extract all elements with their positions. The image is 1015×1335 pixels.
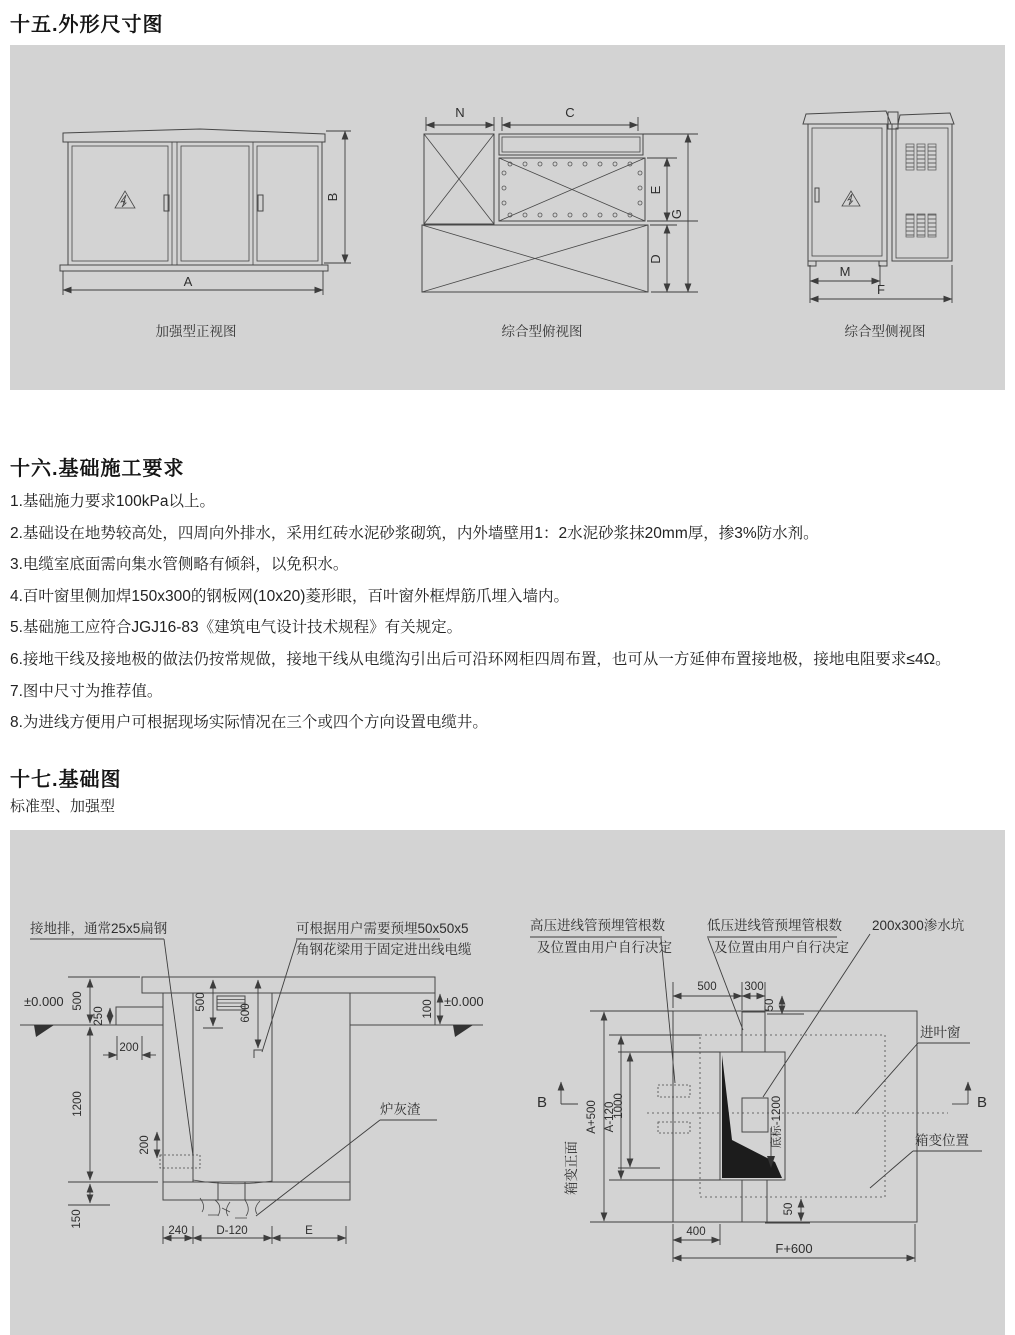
embedded-bracket bbox=[254, 1050, 262, 1058]
section-17-title: 十七.基础图 bbox=[10, 769, 122, 791]
lv-label-2: 及位置由用户自行决定 bbox=[714, 940, 849, 955]
dim-label-F: F bbox=[877, 282, 885, 297]
requirement-item: 3.电缆室底面需向集水管侧略有倾斜，以免积水。 bbox=[10, 556, 349, 574]
roof-left bbox=[803, 111, 891, 124]
foundation-figures-panel bbox=[10, 830, 1005, 1335]
caption-top-view: 综合型俯视图 bbox=[501, 324, 583, 339]
leader-line bbox=[256, 1120, 380, 1216]
dim-1200 bbox=[68, 1027, 158, 1182]
dim-label-N: N bbox=[455, 105, 465, 120]
dims-bottom-widths bbox=[163, 1225, 346, 1244]
figure-top-view bbox=[422, 105, 698, 339]
pit-label: 200x300渗水坑 bbox=[872, 918, 965, 933]
door-dividers bbox=[172, 142, 253, 265]
figure-foundation-plan bbox=[530, 917, 987, 1262]
door-handle bbox=[258, 195, 263, 211]
top-slab bbox=[142, 977, 435, 993]
foundation-drawing bbox=[10, 830, 1005, 1335]
dim-label-200: 200 bbox=[119, 1042, 139, 1054]
level-label: ±0.000 bbox=[444, 994, 484, 1009]
left-step-masonry bbox=[116, 1007, 163, 1025]
dim-50-bottom bbox=[765, 1199, 810, 1223]
ground-bar-dashed bbox=[160, 1155, 200, 1168]
level-triangle-icon bbox=[453, 1025, 473, 1037]
dim-label-50: 50 bbox=[783, 1202, 795, 1216]
dim-label-500: 500 bbox=[195, 992, 207, 1012]
leader-line bbox=[870, 1151, 913, 1188]
dim-label-200: 200 bbox=[139, 1135, 151, 1155]
requirement-item: 2.基础设在地势较高处，四周向外排水，采用红砖水泥砂浆砌筑，内外墙壁用1：2水泥砂浆抹20mm厚，掺3%防水剂。 bbox=[10, 524, 819, 542]
section-marker-label: B bbox=[537, 1094, 548, 1111]
ash-hatch bbox=[200, 1198, 260, 1218]
caption-front-view: 加强型正视图 bbox=[155, 324, 237, 339]
door-right bbox=[257, 146, 318, 261]
dim-label-B: B bbox=[325, 192, 340, 202]
dimension-figures-panel bbox=[10, 45, 1005, 390]
callout-ground-bar bbox=[30, 920, 193, 1156]
requirement-item: 7.图中尺寸为推荐值。 bbox=[10, 682, 163, 700]
leader-line bbox=[262, 940, 297, 1052]
requirement-item: 1.基础施力要求100kPa以上。 bbox=[10, 493, 215, 510]
callout-louver bbox=[855, 1024, 970, 1114]
louver-label: 进叶窗 bbox=[920, 1025, 961, 1040]
dim-label-E: E bbox=[305, 1225, 313, 1237]
dim-label-F+600: F+600 bbox=[775, 1241, 813, 1256]
dim-label-G: G bbox=[669, 208, 684, 220]
dim-N bbox=[426, 105, 494, 131]
door-middle bbox=[181, 146, 249, 261]
section-15-title: 十五.外形尺寸图 bbox=[10, 14, 164, 36]
dim-label-C: C bbox=[565, 105, 575, 120]
dim-1000 bbox=[613, 1052, 720, 1168]
cabinet-base bbox=[60, 265, 328, 271]
requirement-item: 5.基础施工应符合JGJ16-83《建筑电气设计技术规程》有关规定。 bbox=[10, 619, 463, 637]
dim-label-400: 400 bbox=[686, 1226, 706, 1238]
angle-beam-label-1: 可根据用户需要预埋50x50x5 bbox=[296, 921, 469, 936]
hv-label-2: 及位置由用户自行决定 bbox=[537, 940, 672, 955]
dim-400 bbox=[673, 1224, 720, 1262]
angle-beam-label-2: 角钢花梁用于固定进出线电缆 bbox=[296, 942, 472, 957]
caption-side-view: 综合型侧视图 bbox=[844, 324, 926, 339]
dim-200-base bbox=[139, 1132, 157, 1158]
leader-line bbox=[164, 939, 193, 1156]
dim-label-150: 150 bbox=[71, 1209, 83, 1229]
callout-box-position bbox=[870, 1132, 982, 1188]
ventilation-louvers bbox=[906, 144, 936, 237]
callout-angle-beam bbox=[262, 920, 472, 1052]
figure-foundation-section bbox=[20, 920, 484, 1244]
left-trench-wall bbox=[163, 993, 193, 1182]
requirement-item: 4.百叶窗里侧加焊150x300的钢板网(10x20)菱形眼，百叶窗外框焊筋爪埋入墙内。 bbox=[10, 587, 569, 605]
dim-label-1000: 1000 bbox=[613, 1093, 625, 1119]
section-17-subtitle: 标准型、加强型 bbox=[10, 798, 116, 815]
foot bbox=[808, 261, 816, 266]
dim-150 bbox=[68, 1184, 110, 1229]
dim-label-250: 250 bbox=[93, 1006, 105, 1026]
hv-label-1: 高压进线管预埋管根数 bbox=[530, 918, 665, 933]
sump-box bbox=[218, 1182, 245, 1200]
cabinet-body bbox=[68, 142, 322, 265]
right-trench-wall bbox=[272, 993, 350, 1182]
section-marker-label: B bbox=[977, 1094, 988, 1111]
outline-dimension-drawing bbox=[10, 45, 1005, 390]
leader-line bbox=[763, 934, 870, 1097]
high-voltage-warning-icon bbox=[115, 191, 135, 208]
roof bbox=[63, 129, 325, 142]
dim-D bbox=[648, 225, 667, 292]
gravel-base-layer bbox=[163, 1182, 350, 1200]
door-left bbox=[72, 146, 168, 261]
dim-label-500: 500 bbox=[697, 981, 717, 993]
leader-line bbox=[855, 1043, 918, 1114]
bottom-elevation-marker bbox=[767, 1096, 783, 1168]
louver-strip bbox=[499, 134, 643, 155]
dim-label-50: 50 bbox=[764, 998, 776, 1012]
dim-label-500: 500 bbox=[72, 991, 84, 1011]
dim-label-100: 100 bbox=[422, 999, 434, 1019]
section-16-title: 十六.基础施工要求 bbox=[10, 458, 185, 480]
requirement-item: 6.接地干线及接地极的做法仍按常规做，接地干线从电缆沟引出后可沿环网柜四周布置，也可从一方延伸布置接地极，接地电阻要求≤4Ω。 bbox=[10, 650, 951, 668]
section-marker-b-left bbox=[537, 1082, 578, 1111]
requirement-item: 8.为进线方便用户可根据现场实际情况在三个或四个方向设置电缆井。 bbox=[10, 714, 488, 732]
dim-200-step bbox=[103, 1036, 156, 1060]
dim-500-plan bbox=[673, 981, 742, 1010]
dim-label-600: 600 bbox=[240, 1003, 252, 1023]
dim-100 bbox=[422, 994, 440, 1024]
dim-label-D-120: D-120 bbox=[216, 1225, 248, 1237]
seepage-pit-square bbox=[742, 1098, 768, 1132]
callout-lv-pipes bbox=[707, 917, 849, 1030]
box-front-label: 箱变正面 bbox=[564, 1141, 579, 1195]
dim-label-D: D bbox=[648, 254, 663, 264]
hv-pipe-dashed bbox=[658, 1122, 690, 1133]
dim-label-300: 300 bbox=[744, 981, 764, 993]
level-triangle-icon bbox=[34, 1025, 54, 1037]
lv-label-1: 低压进线管预埋管根数 bbox=[707, 918, 842, 933]
dim-250 bbox=[93, 1006, 110, 1025]
bottom-conduit-block bbox=[742, 1180, 767, 1222]
transformer-compartment bbox=[499, 158, 645, 221]
dim-300 bbox=[742, 981, 765, 1010]
dim-A500 bbox=[586, 1011, 673, 1222]
door-handle bbox=[815, 188, 819, 202]
callout-ash bbox=[256, 1101, 437, 1216]
ground-bar-label: 接地排，通常25x5扁钢 bbox=[30, 921, 168, 936]
construction-requirements-list bbox=[10, 486, 951, 739]
dim-600 bbox=[240, 980, 258, 1048]
dim-label-A: A bbox=[183, 274, 193, 289]
lv-conduit-block bbox=[742, 1012, 765, 1052]
box-position-label: 箱变位置 bbox=[915, 1133, 969, 1148]
dim-label-A-120: A-120 bbox=[604, 1101, 616, 1133]
dim-M bbox=[810, 264, 880, 303]
hv-compartment bbox=[424, 134, 494, 224]
dim-B bbox=[324, 131, 351, 263]
bottom-elevation-label: 底标-1200 bbox=[771, 1095, 783, 1149]
dim-500-trench bbox=[195, 980, 223, 1028]
dim-C bbox=[502, 105, 638, 131]
cabinet-left bbox=[808, 124, 887, 261]
roof-right bbox=[898, 113, 954, 124]
dim-label-E: E bbox=[648, 185, 663, 195]
dim-F bbox=[810, 265, 952, 303]
figure-side-view bbox=[803, 111, 954, 339]
level-label: ±0.000 bbox=[24, 994, 64, 1009]
dim-label-240: 240 bbox=[168, 1225, 188, 1237]
callout-hv-pipes bbox=[530, 917, 675, 1083]
door bbox=[812, 128, 882, 256]
dim-label-M: M bbox=[839, 264, 851, 279]
high-voltage-warning-icon bbox=[842, 191, 860, 206]
dim-label-A+500: A+500 bbox=[586, 1100, 598, 1134]
dim-E bbox=[648, 158, 667, 221]
hv-pipe-dashed bbox=[658, 1085, 690, 1097]
figure-front-view bbox=[60, 129, 351, 339]
ash-label: 炉灰渣 bbox=[380, 1102, 421, 1117]
dim-F600 bbox=[673, 1224, 915, 1262]
foundation-outline bbox=[673, 1011, 917, 1222]
section-marker-b-right bbox=[952, 1082, 987, 1111]
level-marker-right bbox=[444, 994, 484, 1037]
dim-label-1200: 1200 bbox=[72, 1091, 84, 1117]
lv-compartment bbox=[422, 225, 648, 292]
dim-A bbox=[63, 271, 323, 295]
